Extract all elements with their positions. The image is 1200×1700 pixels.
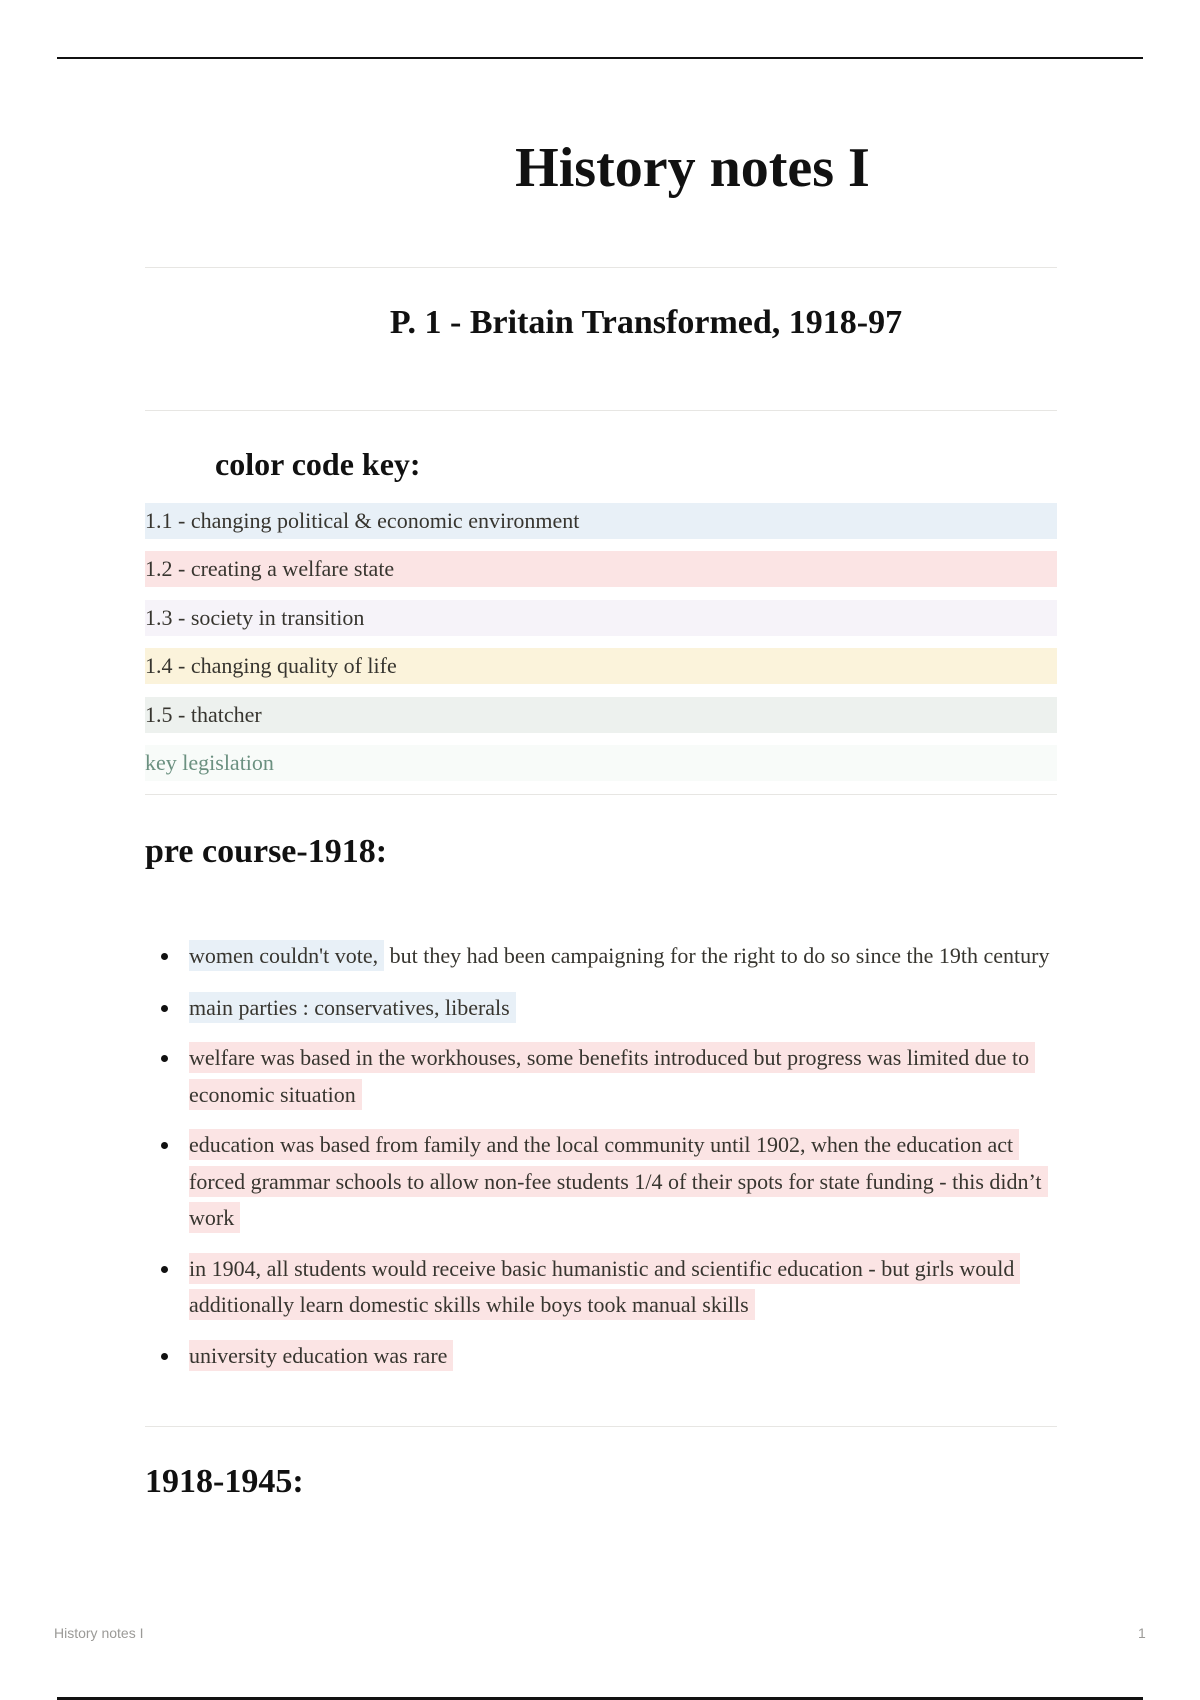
section-heading: pre course-1918: <box>145 833 388 870</box>
highlight-text: main parties : conservatives, liberals <box>189 992 516 1023</box>
bullet-list <box>145 938 1065 1374</box>
color-key-item <box>145 697 1057 733</box>
list-item <box>145 1251 1065 1324</box>
list-item <box>145 1338 1065 1375</box>
list-item <box>145 1040 1065 1113</box>
color-key-item <box>145 745 1057 781</box>
highlight-text: university education was rare <box>189 1340 453 1371</box>
list-item <box>145 1127 1065 1237</box>
color-key-label: 1.2 - creating a welfare state <box>145 556 395 581</box>
highlight-text: in 1904, all students would receive basic humanistic and scientific education - but girls would additionally learn domestic skills while boys took manual skills <box>189 1253 1020 1321</box>
divider <box>145 267 1057 268</box>
highlight-text: women couldn't vote, <box>189 940 384 971</box>
page-number: 1 <box>1138 1625 1146 1641</box>
highlight-text: welfare was based in the workhouses, some benefits introduced but progress was limited due to economic situation <box>189 1042 1035 1110</box>
footer-title: History notes I <box>54 1625 144 1641</box>
divider <box>145 410 1057 411</box>
color-key-item <box>145 600 1057 636</box>
section-heading: 1918-1945: <box>145 1463 304 1500</box>
color-key-item <box>145 551 1057 587</box>
color-key-label: 1.1 - changing political & economic environment <box>145 508 580 533</box>
color-key-item <box>145 503 1057 539</box>
color-key-label: 1.4 - changing quality of life <box>145 653 397 678</box>
color-key-heading: color code key: <box>215 446 421 482</box>
color-key-label: 1.3 - society in transition <box>145 605 365 630</box>
plain-text: but they had been campaigning for the right to do so since the 19th century <box>384 943 1050 968</box>
color-key-item <box>145 648 1057 684</box>
color-key-label: key legislation <box>145 750 274 775</box>
top-rule <box>57 57 1143 59</box>
divider <box>145 794 1057 795</box>
list-item <box>145 938 1065 975</box>
highlight-text: education was based from family and the local community until 1902, when the education act forced grammar schools to allow non-fee students 1/4 of their spots for state funding - this didn’t work <box>189 1129 1048 1233</box>
list-item <box>145 990 1065 1027</box>
document-title: History notes I <box>515 137 870 199</box>
divider <box>145 1426 1057 1427</box>
document-subtitle: P. 1 - Britain Transformed, 1918-97 <box>389 304 903 341</box>
color-key-label: 1.5 - thatcher <box>145 702 262 727</box>
